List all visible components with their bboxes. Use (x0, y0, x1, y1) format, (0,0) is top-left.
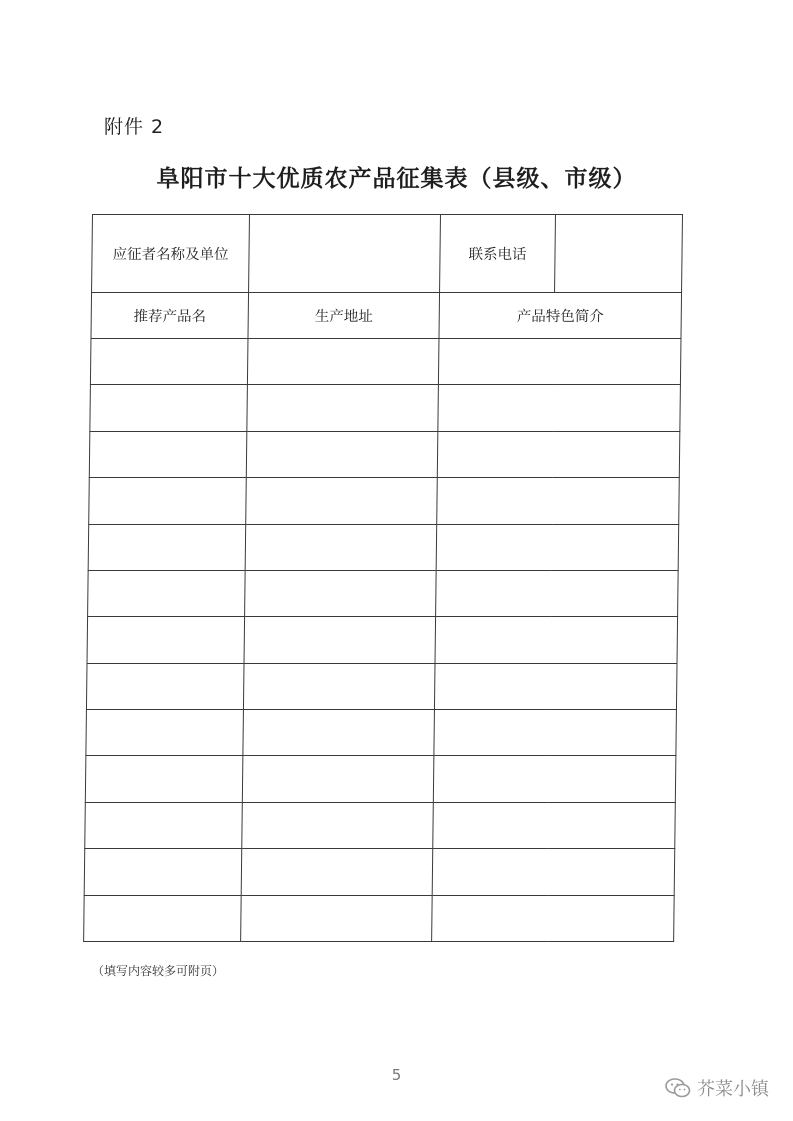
table-row (86, 663, 677, 709)
table-row (86, 710, 677, 756)
table-row (89, 431, 680, 477)
product-name-cell[interactable] (84, 895, 242, 942)
table-row (85, 756, 676, 802)
production-address-cell[interactable] (244, 617, 436, 663)
table-row (90, 339, 681, 385)
column-header-product-name: 推荐产品名 (91, 293, 249, 339)
product-name-cell[interactable] (88, 524, 246, 570)
production-address-cell[interactable] (243, 710, 435, 756)
production-address-cell[interactable] (245, 570, 437, 616)
product-name-cell[interactable] (86, 710, 244, 756)
applicant-field[interactable] (249, 215, 441, 293)
phone-field[interactable] (555, 215, 683, 293)
column-header-production-address: 生产地址 (248, 293, 440, 339)
column-header-product-features: 产品特色简介 (439, 293, 682, 339)
table-row (88, 570, 679, 616)
product-name-cell[interactable] (90, 385, 248, 431)
table-row (87, 617, 678, 663)
table-row (88, 524, 679, 570)
production-address-cell[interactable] (247, 385, 439, 431)
product-features-cell[interactable] (432, 849, 675, 895)
collection-form-table (83, 214, 683, 942)
watermark-text: 芥菜小镇 (697, 1079, 769, 1100)
product-features-cell[interactable] (434, 663, 677, 709)
product-features-cell[interactable] (437, 431, 680, 477)
product-name-cell[interactable] (84, 849, 242, 895)
production-address-cell[interactable] (246, 431, 438, 477)
production-address-cell[interactable] (247, 339, 439, 385)
product-name-cell[interactable] (87, 617, 245, 663)
table-row (84, 895, 675, 942)
product-name-cell[interactable] (89, 478, 247, 524)
production-address-cell[interactable] (245, 524, 437, 570)
product-features-cell[interactable] (433, 756, 676, 802)
product-features-cell[interactable] (438, 339, 681, 385)
product-features-cell[interactable] (438, 385, 681, 431)
product-name-cell[interactable] (85, 756, 243, 802)
table-row (90, 385, 681, 431)
wechat-icon (665, 1078, 691, 1098)
product-features-cell[interactable] (433, 802, 676, 848)
applicant-label: 应征者名称及单位 (92, 215, 250, 293)
product-features-cell[interactable] (436, 570, 679, 616)
attachment-label: 附件 2 (104, 116, 165, 138)
page-number: 5 (391, 1066, 402, 1084)
note-text: （填写内容较多可附页） (92, 964, 225, 978)
product-features-cell[interactable] (434, 710, 677, 756)
product-features-cell[interactable] (435, 617, 678, 663)
product-name-cell[interactable] (86, 663, 244, 709)
product-name-cell[interactable] (90, 339, 248, 385)
watermark (665, 1075, 769, 1101)
production-address-cell[interactable] (241, 849, 433, 895)
product-name-cell[interactable] (85, 802, 243, 848)
table-row (89, 478, 680, 524)
table-row (85, 802, 676, 848)
page-title: 阜阳市十大优质农产品征集表（县级、市级） (156, 165, 637, 192)
applicant-row (92, 215, 683, 293)
production-address-cell[interactable] (243, 663, 435, 709)
phone-label: 联系电话 (440, 215, 556, 293)
product-name-cell[interactable] (88, 570, 246, 616)
column-header-row (91, 293, 682, 339)
production-address-cell[interactable] (242, 756, 434, 802)
production-address-cell[interactable] (246, 478, 438, 524)
product-name-cell[interactable] (89, 431, 247, 477)
product-features-cell[interactable] (437, 478, 680, 524)
table-row (84, 849, 675, 895)
production-address-cell[interactable] (241, 895, 433, 942)
product-features-cell[interactable] (436, 524, 679, 570)
product-features-cell[interactable] (432, 895, 675, 942)
production-address-cell[interactable] (242, 802, 434, 848)
